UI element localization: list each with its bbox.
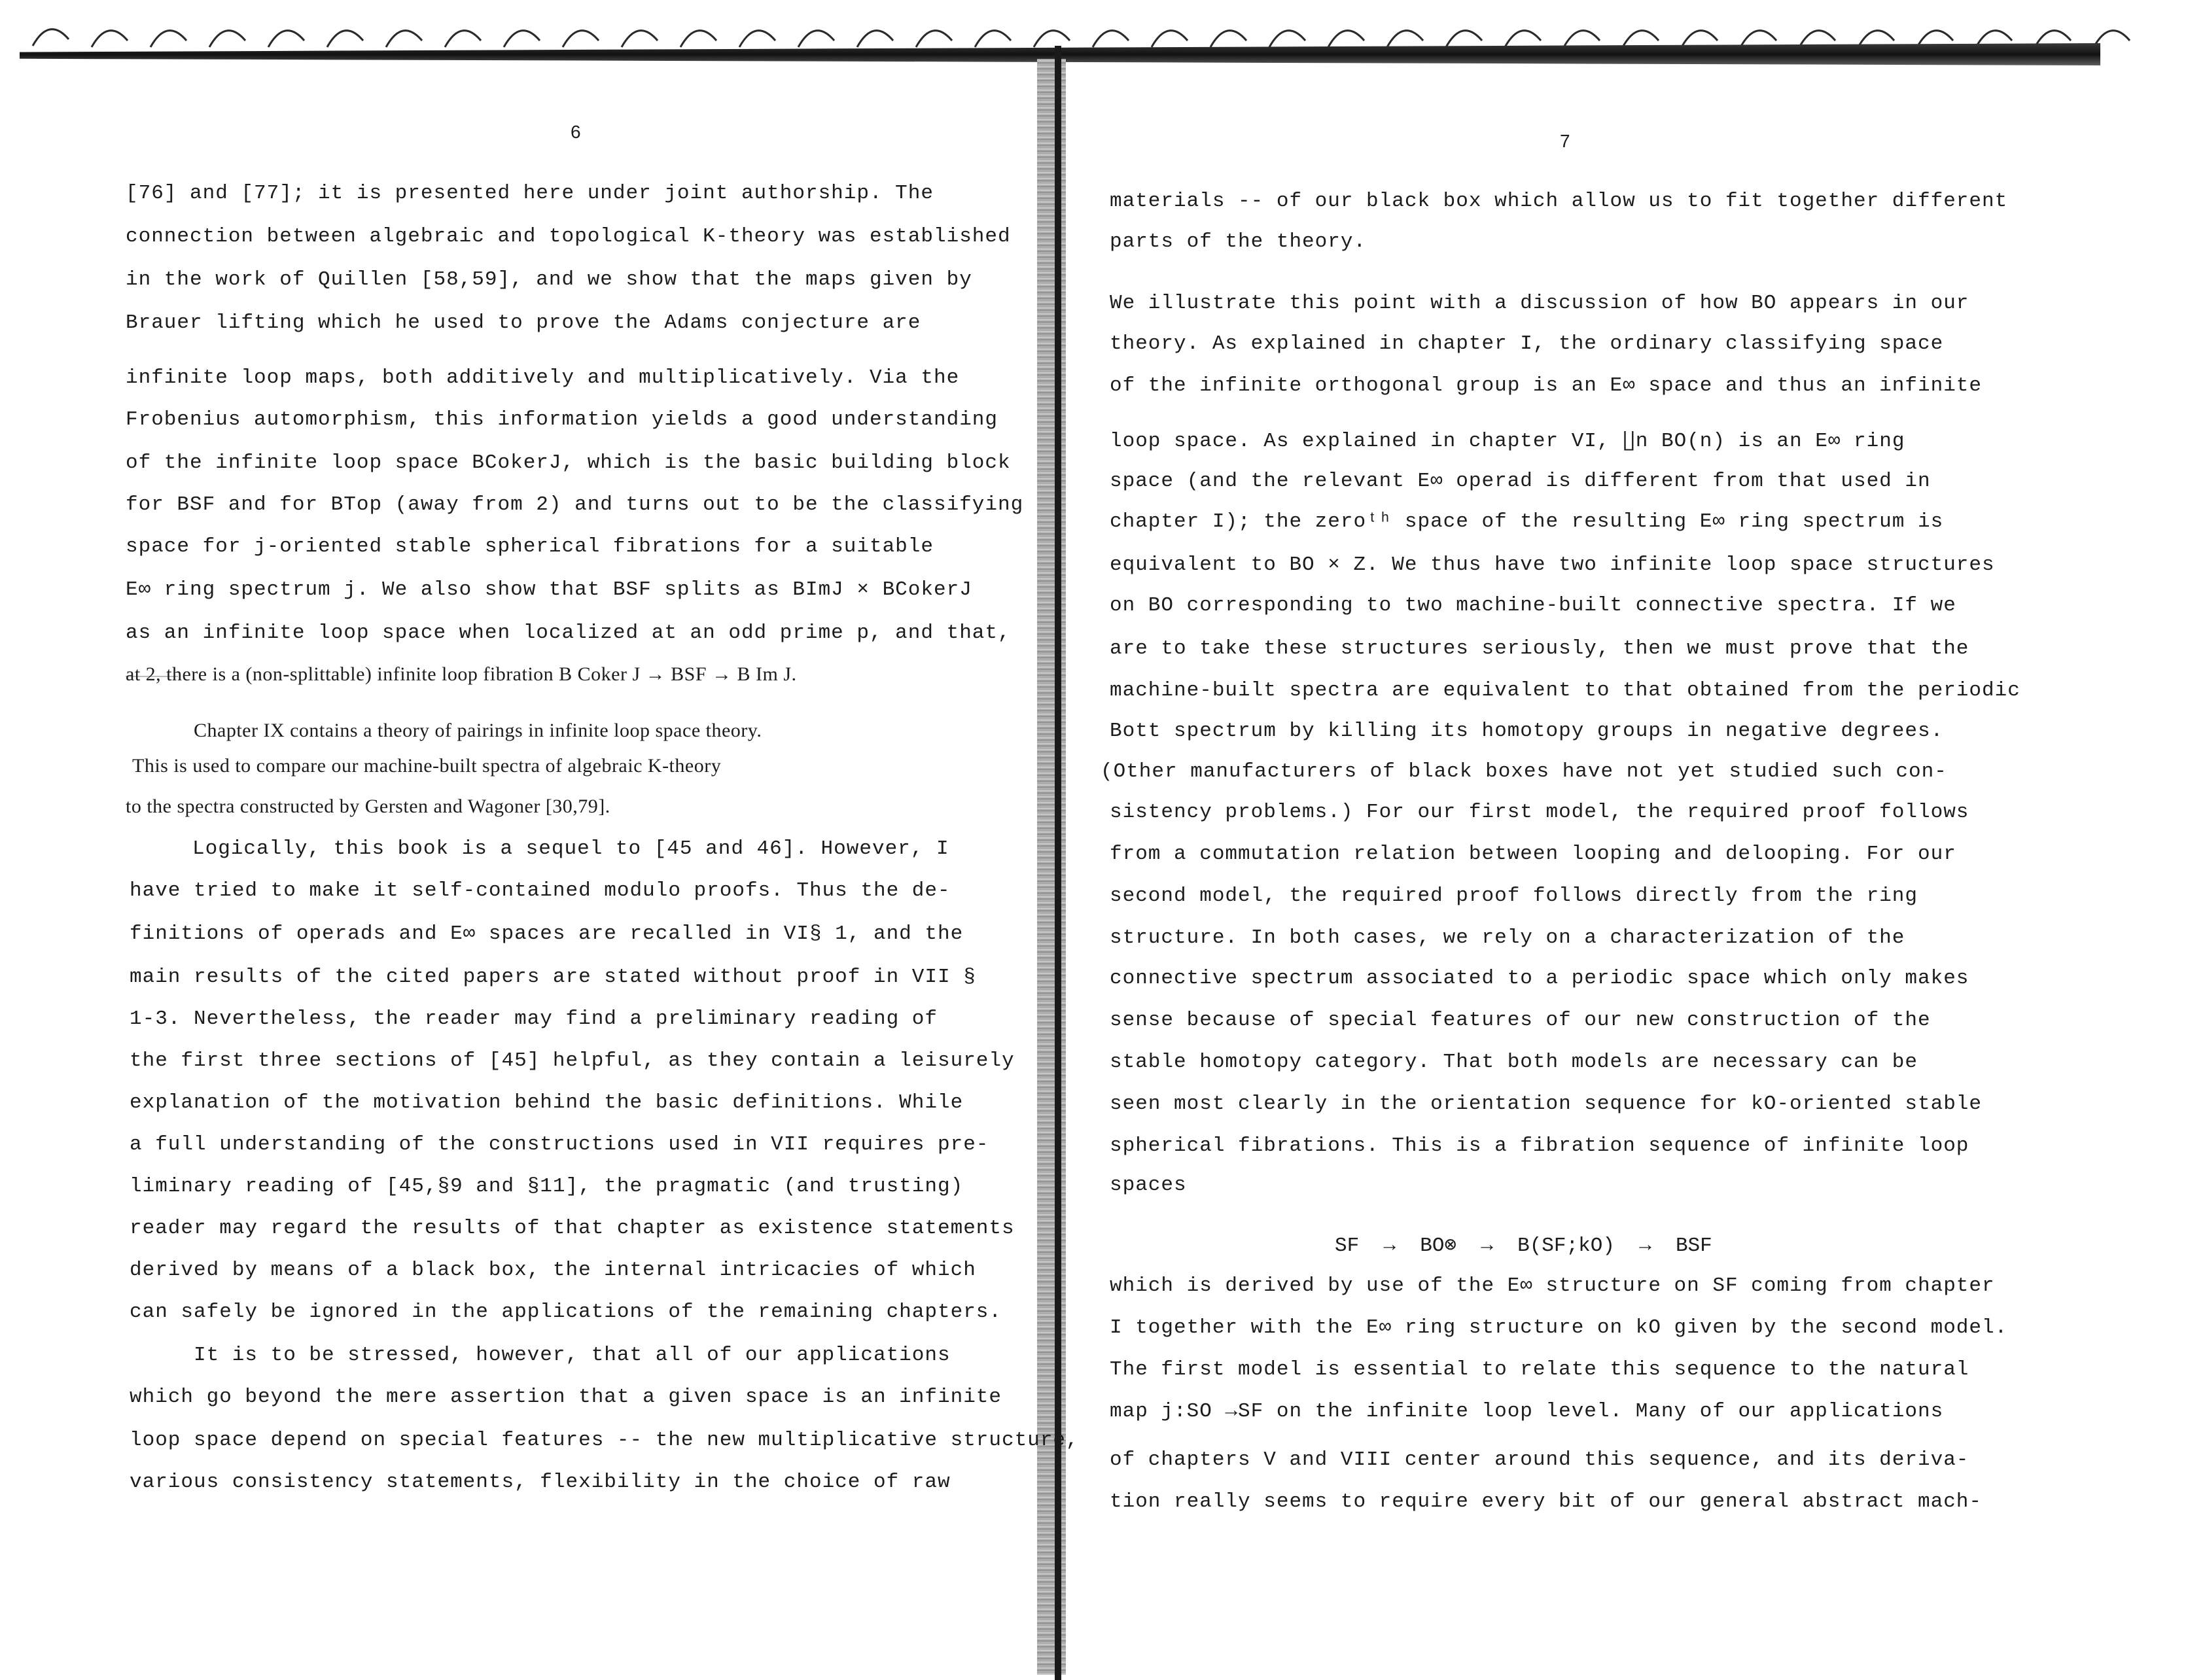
text-line: on BO corresponding to two machine-built connective spectra. If we [1110, 594, 1956, 617]
text-line: We illustrate this point with a discussion of how BO appears in our [1110, 292, 1969, 315]
text-line: Frobenius automorphism, this information yields a good understanding [126, 408, 998, 431]
text-line: map j:SO →SF on the infinite loop level. Many of our applications [1110, 1400, 1944, 1423]
text-line: at 2, there is a (non-splittable) infinite loop fibration B Coker J → BSF → B Im J. [126, 663, 797, 685]
text-line: materials -- of our black box which allow us to fit together different [1110, 190, 2008, 213]
text-line: which is derived by use of the E∞ structure on SF coming from chapter [1110, 1274, 1995, 1297]
text-line: for BSF and for BTop (away from 2) and turns out to be the classifying [126, 493, 1024, 516]
text-line: Logically, this book is a sequel to [45 and 46]. However, I [192, 837, 949, 860]
text-line: reader may regard the results of that chapter as existence statements [130, 1217, 1015, 1240]
text-line: of chapters V and VIII center around this sequence, and its deriva- [1110, 1448, 1969, 1471]
text-line: Bott spectrum by killing its homotopy groups in negative degrees. [1110, 720, 1944, 743]
text-line: 1-3. Nevertheless, the reader may find a preliminary reading of [130, 1007, 938, 1030]
text-line: Brauer lifting which he used to prove the Adams conjecture are [126, 311, 921, 334]
text-line: to the spectra constructed by Gersten and Wagoner [30,79]. [126, 796, 610, 817]
text-line: infinite loop maps, both additively and multiplicatively. Via the [126, 366, 960, 389]
text-line: structure. In both cases, we rely on a characterization of the [1110, 926, 1905, 949]
text-line: space (and the relevant E∞ operad is different from that used in [1110, 470, 1931, 493]
text-line: Chapter IX contains a theory of pairings in infinite loop space theory. [194, 720, 762, 741]
text-line: machine-built spectra are equivalent to that obtained from the periodic [1110, 679, 2020, 702]
text-line: the first three sections of [45] helpful, as they contain a leisurely [130, 1049, 1015, 1072]
text-line: have tried to make it self-contained modulo proofs. Thus the de- [130, 879, 951, 902]
text-line: sense because of special features of our new construction of the [1110, 1009, 1931, 1032]
fibration-sequence-formula: SF → BO⊗ → B(SF;kO) → BSF [1335, 1234, 1712, 1257]
text-line: spaces [1110, 1174, 1187, 1197]
text-line: connection between algebraic and topological K-theory was established [126, 225, 1011, 248]
text-line: can safely be ignored in the applications of the remaining chapters. [130, 1301, 1002, 1323]
text-line: parts of the theory. [1110, 230, 1367, 253]
page-number-left: 6 [571, 122, 581, 142]
text-line: a full understanding of the constructions used in VII requires pre- [130, 1133, 989, 1156]
text-line: sistency problems.) For our first model, the required proof follows [1110, 801, 1969, 824]
text-line: seen most clearly in the orientation sequence for kO-oriented stable [1110, 1093, 1983, 1115]
text-line: as an infinite loop space when localized at an odd prime p, and that, [126, 621, 1011, 644]
text-line: loop space depend on special features -- the new multiplicative structure, [130, 1429, 1079, 1452]
text-line: I together with the E∞ ring structure on kO given by the second model. [1110, 1316, 2008, 1339]
text-line: This is used to compare our machine-built spectra of algebraic K-theory [132, 755, 722, 777]
text-line: It is to be stressed, however, that all of our applications [194, 1344, 951, 1367]
text-line: [76] and [77]; it is presented here under joint authorship. The [126, 182, 934, 205]
text-line: in the work of Quillen [58,59], and we show that the maps given by [126, 268, 972, 291]
text-line: of the infinite orthogonal group is an E∞ space and thus an infinite [1110, 374, 1983, 397]
text-line: derived by means of a black box, the internal intricacies of which [130, 1259, 976, 1282]
text-line: theory. As explained in chapter I, the ordinary classifying space [1110, 332, 1944, 355]
text-line: are to take these structures seriously, then we must prove that the [1110, 637, 1969, 660]
text-line: spherical fibrations. This is a fibration sequence of infinite loop [1110, 1134, 1969, 1157]
text-line: (Other manufacturers of black boxes have not yet studied such con- [1101, 760, 1947, 783]
text-line: various consistency statements, flexibility in the choice of raw [130, 1471, 951, 1494]
text-line: finitions of operads and E∞ spaces are recalled in VI§ 1, and the [130, 922, 964, 945]
text-line: E∞ ring spectrum j. We also show that BSF splits as BImJ × BCokerJ [126, 578, 972, 601]
text-line: explanation of the motivation behind the basic definitions. While [130, 1091, 964, 1114]
text-line: The first model is essential to relate this sequence to the natural [1110, 1358, 1969, 1381]
text-line: stable homotopy category. That both models are necessary can be [1110, 1051, 1918, 1074]
text-line: chapter I); the zeroᵗʰ space of the resulting E∞ ring spectrum is [1110, 510, 1944, 533]
text-line: space for j-oriented stable spherical fibrations for a suitable [126, 535, 934, 558]
page-number-right: 7 [1560, 131, 1570, 151]
text-line: liminary reading of [45,§9 and §11], the pragmatic (and trusting) [130, 1175, 964, 1198]
text-line: which go beyond the mere assertion that a given space is an infinite [130, 1386, 1002, 1409]
text-line: of the infinite loop space BCokerJ, which is the basic building block [126, 451, 1011, 474]
text-line: main results of the cited papers are stated without proof in VII § [130, 966, 976, 989]
text-line: tion really seems to require every bit of our general abstract mach- [1110, 1490, 1983, 1513]
text-line: equivalent to BO × Z. We thus have two infinite loop space structures [1110, 553, 1995, 576]
text-line: loop space. As explained in chapter VI, ∐n BO(n) is an E∞ ring [1110, 430, 1905, 453]
text-line: second model, the required proof follows directly from the ring [1110, 884, 1918, 907]
text-line: connective spectrum associated to a periodic space which only makes [1110, 967, 1969, 990]
text-line: from a commutation relation between looping and delooping. For our [1110, 843, 1956, 866]
